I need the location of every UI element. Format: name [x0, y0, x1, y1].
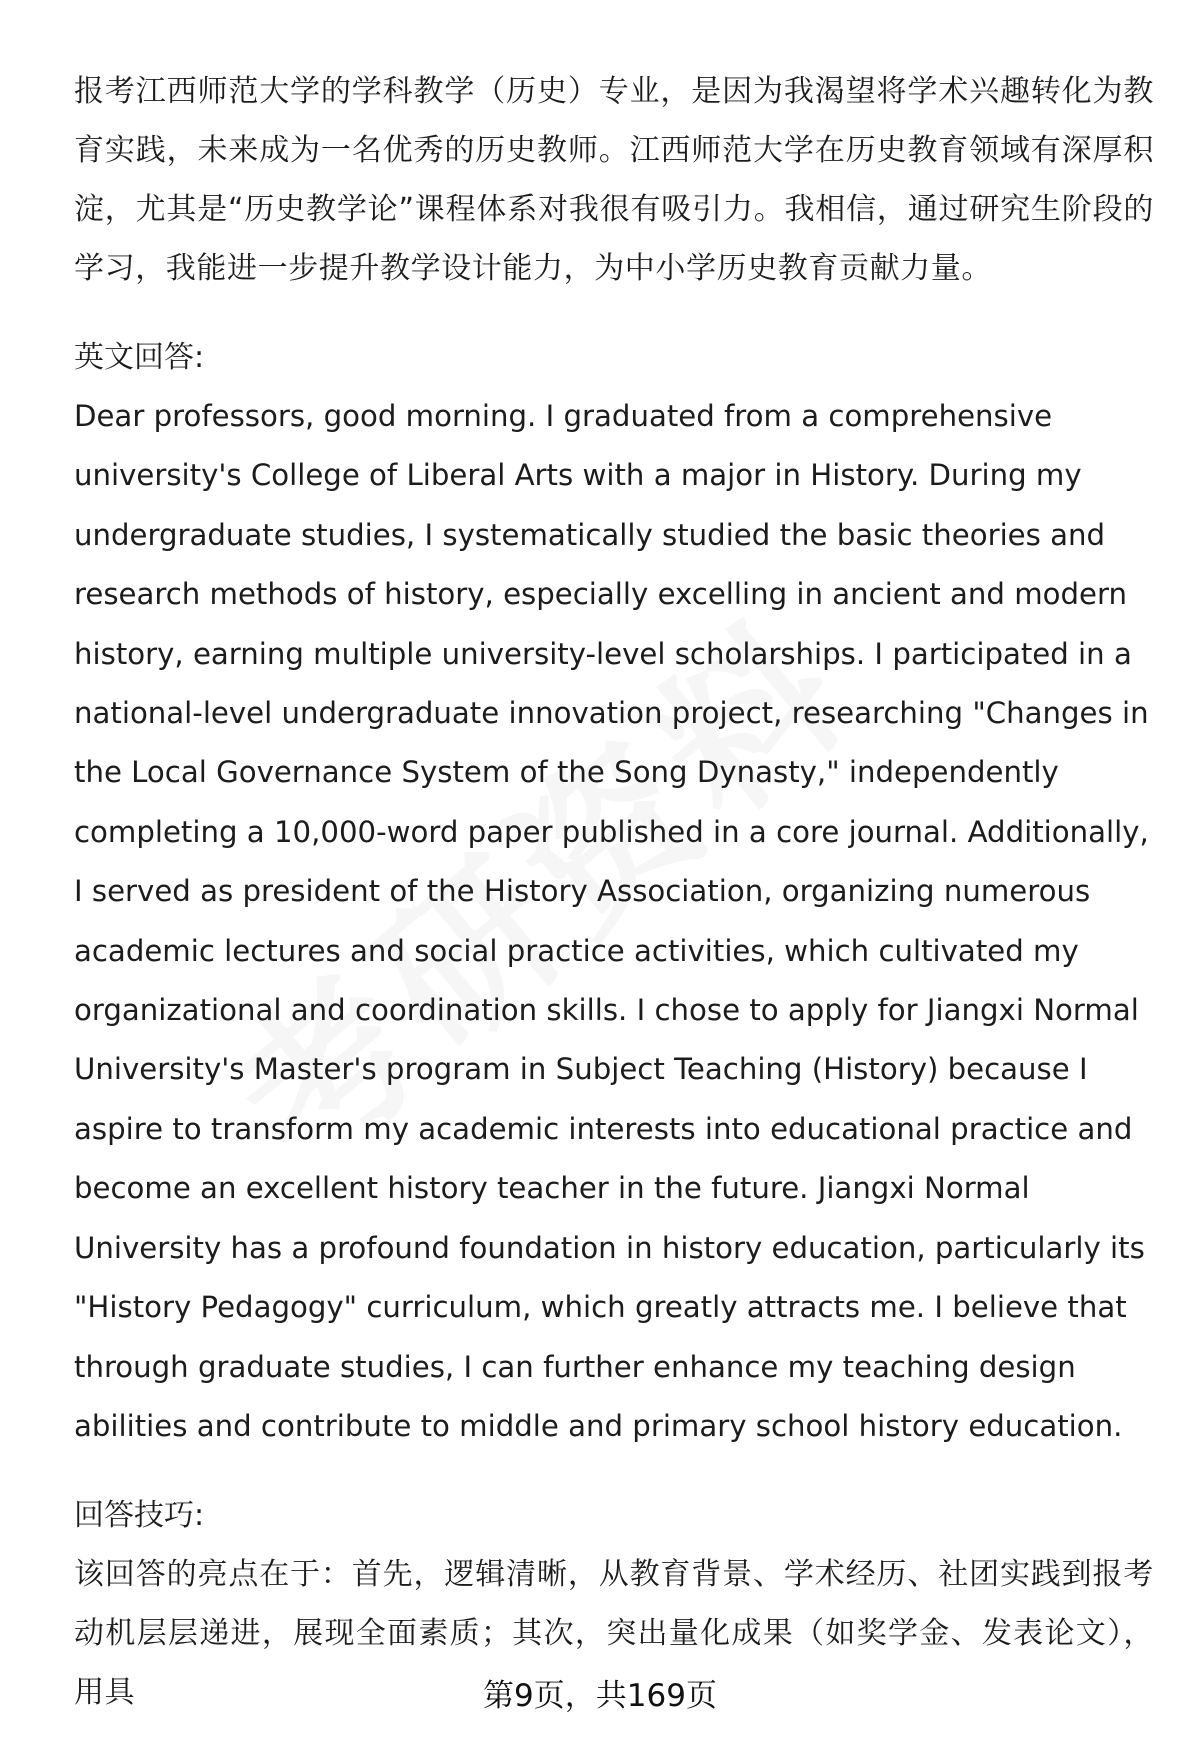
- tips-paragraph: 该回答的亮点在于：首先，逻辑清晰，从教育背景、学术经历、社团实践到报考动机层层递进，展现全面素质；其次，突出量化成果（如奖学金、发表论文），用具: [74, 1557, 1154, 1711]
- document-body: [74, 62, 1154, 1722]
- english-answer-paragraph: Dear professors, good morning. I graduated from a comprehensive university's College of Liberal Arts with a major in History. During my undergraduate studies, I systematically studied the basic theories and research methods of history, especially excelling in ancient and modern history, earning multiple university-level scholarships. I participated in a national-level undergraduate innovation project, researching "Changes in the Local Governance System of the Song Dynasty," independently completing a 10,000-word paper published in a core journal. Additionally, I served as president of the History Association, organizing numerous academic lectures and social practice activities, which cultivated my organizational and coordination skills. I chose to apply for Jiangxi Normal University's Master's program in Subject Teaching (History) because I aspire to transform my academic interests into educational practice and become an excellent history teacher in the future. Jiangxi Normal University has a profound foundation in history education, particularly its "History Pedagogy" curriculum, which greatly attracts me. I believe that through graduate studies, I can further enhance my teaching design abilities and contribute to middle and primary school history education.: [74, 399, 1149, 1443]
- opening-paragraph: 报考江西师范大学的学科教学（历史）专业，是因为我渴望将学术兴趣转化为教育实践，未来成为一名优秀的历史教师。江西师范大学在历史教育领域有深厚积淀，尤其是“历史教学论”课程体系对我很有吸引力。我相信，通过研究生阶段的学习，我能进一步提升教学设计能力，为中小学历史教育贡献力量。: [74, 74, 1154, 286]
- page-number-footer: 第9页，共169页: [483, 1678, 717, 1714]
- tips-heading: 回答技巧:: [74, 1498, 205, 1534]
- english-answer-heading: 英文回答:: [74, 340, 205, 375]
